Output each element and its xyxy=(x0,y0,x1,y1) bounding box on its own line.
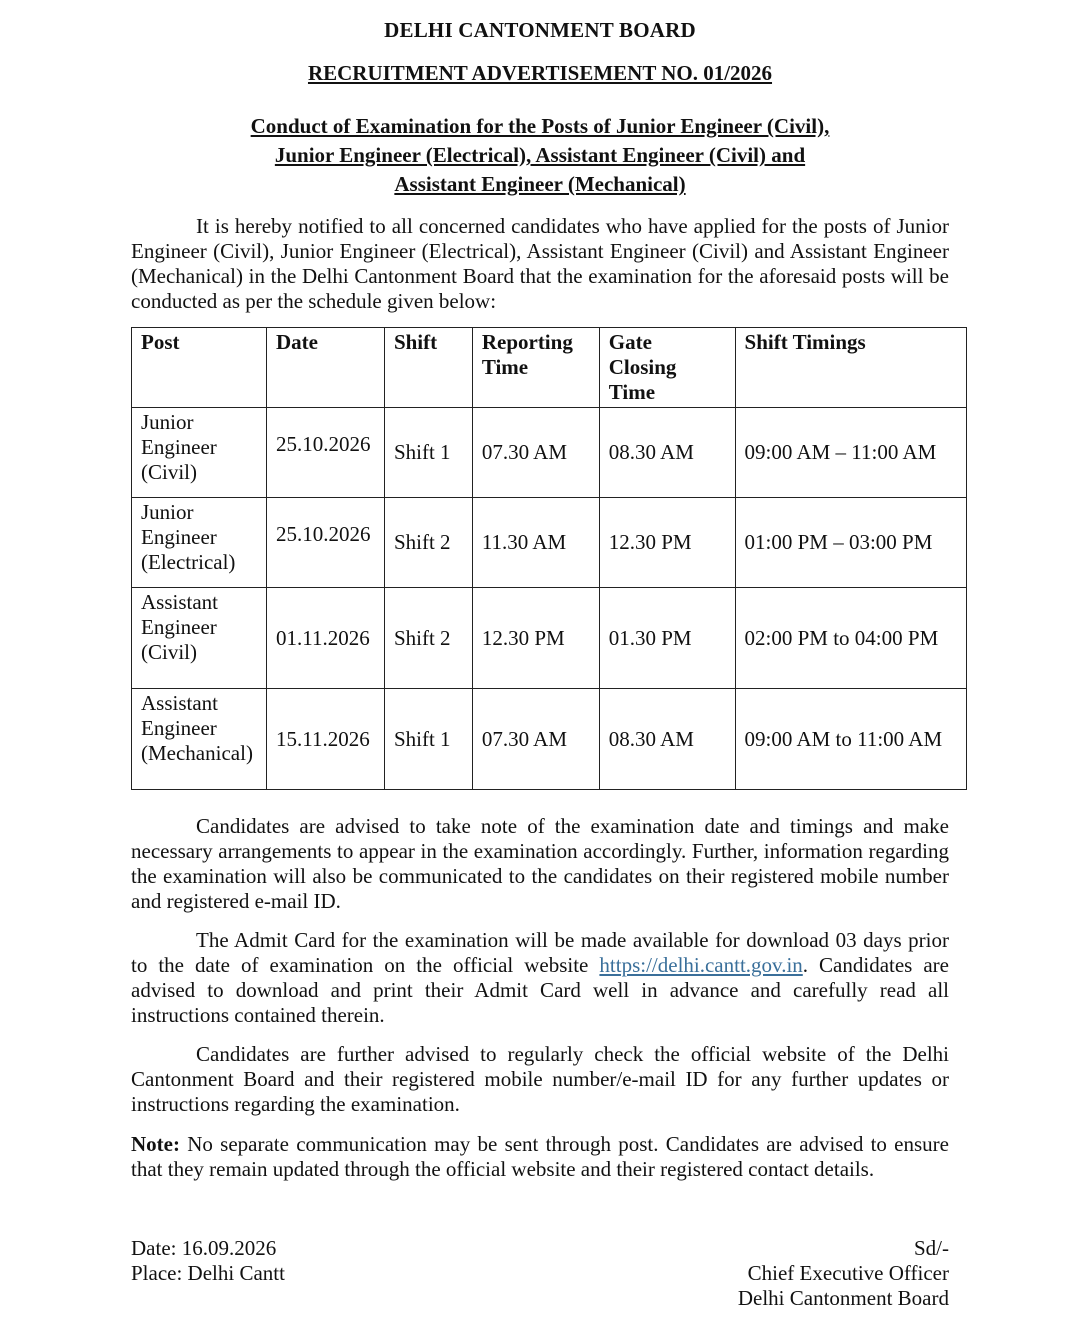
post-line-3: (Electrical) xyxy=(141,550,236,574)
post-line-1: Assistant xyxy=(141,691,219,715)
header-gate-line-3: Time xyxy=(608,380,656,404)
advertisement-number-text: RECRUITMENT ADVERTISEMENT NO. 01/2026 xyxy=(307,61,773,85)
admit-card-text-2: . Candidates are advised to download and print their Admit Card well in advance and carefully read all instructions contained therein. xyxy=(131,953,949,1027)
issue-place: Place: Delhi Cantt xyxy=(131,1261,285,1285)
cell-date: 15.11.2026 xyxy=(266,689,384,790)
note-label: Note: xyxy=(131,1132,180,1156)
date-value: 25.10.2026 xyxy=(275,432,371,456)
signatory-designation: Chief Executive Officer xyxy=(747,1261,949,1285)
admit-card-paragraph xyxy=(131,928,949,1028)
date-value: 25.10.2026 xyxy=(275,522,371,546)
cell-shift: Shift 1 xyxy=(384,689,472,790)
header-gate-line-2: Closing xyxy=(608,355,677,379)
header-reporting-line-2: Time xyxy=(481,355,529,379)
note-text: No separate communication may be sent through post. Candidates are advised to ensure that they remain updated through the official website and their registered contact details. xyxy=(131,1132,949,1181)
admit-card-text-1: The Admit Card for the examination will be made available for download 03 days prior to the date of examination on the official website xyxy=(131,928,949,977)
header-gate-closing-time xyxy=(599,328,735,408)
table-row xyxy=(132,588,967,689)
exam-schedule-table xyxy=(131,327,967,790)
cell-date: 01.11.2026 xyxy=(266,588,384,689)
org-title: DELHI CANTONMENT BOARD xyxy=(384,18,696,42)
date-place-block xyxy=(131,1236,285,1286)
header-reporting-time xyxy=(472,328,599,408)
cell-gate: 08.30 AM xyxy=(599,408,735,498)
header-shift-timings: Shift Timings xyxy=(735,328,966,408)
signature-block xyxy=(738,1236,949,1311)
intro-paragraph: It is hereby notified to all concerned candidates who have applied for the posts of Junior Engineer (Civil), Junior Engineer (Electrical), Assistant Engineer (Civil) and Assistant Engineer (Mechanical) in the Delhi Cantonment Board that the examination for the aforesaid posts will be conducted as per the schedule given below: xyxy=(131,214,949,313)
cell-post xyxy=(132,588,267,689)
updates-paragraph: Candidates are further advised to regularly check the official website of the Delhi Cantonment Board and their registered mobile number/e-mail ID for any further updates or instructions regarding the examination. xyxy=(131,1042,949,1116)
cell-post xyxy=(132,689,267,790)
signature-sd: Sd/- xyxy=(913,1236,949,1260)
post-line-1: Junior xyxy=(141,410,194,434)
cell-timings: 02:00 PM to 04:00 PM xyxy=(735,588,966,689)
cell-reporting: 07.30 AM xyxy=(472,408,599,498)
cell-reporting: 12.30 PM xyxy=(472,588,599,689)
post-line-3: (Mechanical) xyxy=(141,741,253,765)
table-row xyxy=(132,498,967,588)
header-reporting-line-1: Reporting xyxy=(481,330,573,354)
cell-reporting: 11.30 AM xyxy=(472,498,599,588)
header-gate-line-1: Gate xyxy=(608,330,652,354)
issue-date: Date: 16.09.2026 xyxy=(131,1236,277,1260)
subject-line-3: Assistant Engineer (Mechanical) xyxy=(394,172,686,196)
cell-gate: 01.30 PM xyxy=(599,588,735,689)
table-header-row xyxy=(132,328,967,408)
subject-line-1: Conduct of Examination for the Posts of Junior Engineer (Civil), xyxy=(250,114,830,138)
post-line-1: Junior xyxy=(141,500,194,524)
advertisement-number xyxy=(0,61,1080,86)
cell-gate: 12.30 PM xyxy=(599,498,735,588)
note-paragraph xyxy=(131,1132,949,1182)
cell-gate: 08.30 AM xyxy=(599,689,735,790)
cell-reporting: 07.30 AM xyxy=(472,689,599,790)
cell-date xyxy=(266,408,384,498)
cell-post xyxy=(132,498,267,588)
post-line-1: Assistant xyxy=(141,590,219,614)
subject-heading xyxy=(220,112,860,199)
header-date: Date xyxy=(266,328,384,408)
table-row xyxy=(132,408,967,498)
table-row xyxy=(132,689,967,790)
cell-shift: Shift 2 xyxy=(384,588,472,689)
official-website-link[interactable]: https://delhi.cantt.gov.in xyxy=(599,953,803,977)
cell-timings: 09:00 AM to 11:00 AM xyxy=(735,689,966,790)
post-line-3: (Civil) xyxy=(141,460,197,484)
post-line-2: Engineer xyxy=(141,525,217,549)
signatory-office: Delhi Cantonment Board xyxy=(737,1286,949,1310)
cell-shift: Shift 1 xyxy=(384,408,472,498)
post-line-2: Engineer xyxy=(141,435,217,459)
cell-shift: Shift 2 xyxy=(384,498,472,588)
post-line-2: Engineer xyxy=(141,615,217,639)
subject-line-2: Junior Engineer (Electrical), Assistant Engineer (Civil) and xyxy=(274,143,806,167)
post-line-3: (Civil) xyxy=(141,640,197,664)
cell-timings: 01:00 PM – 03:00 PM xyxy=(735,498,966,588)
advisory-paragraph: Candidates are advised to take note of the examination date and timings and make necessary arrangements to appear in the examination accordingly. Further, information regarding the examination will also be communicated to the candidates on their registered mobile number and registered e-mail ID. xyxy=(131,814,949,913)
cell-date xyxy=(266,498,384,588)
cell-post xyxy=(132,408,267,498)
cell-timings: 09:00 AM – 11:00 AM xyxy=(735,408,966,498)
header-shift: Shift xyxy=(384,328,472,408)
header-post: Post xyxy=(132,328,267,408)
post-line-2: Engineer xyxy=(141,716,217,740)
